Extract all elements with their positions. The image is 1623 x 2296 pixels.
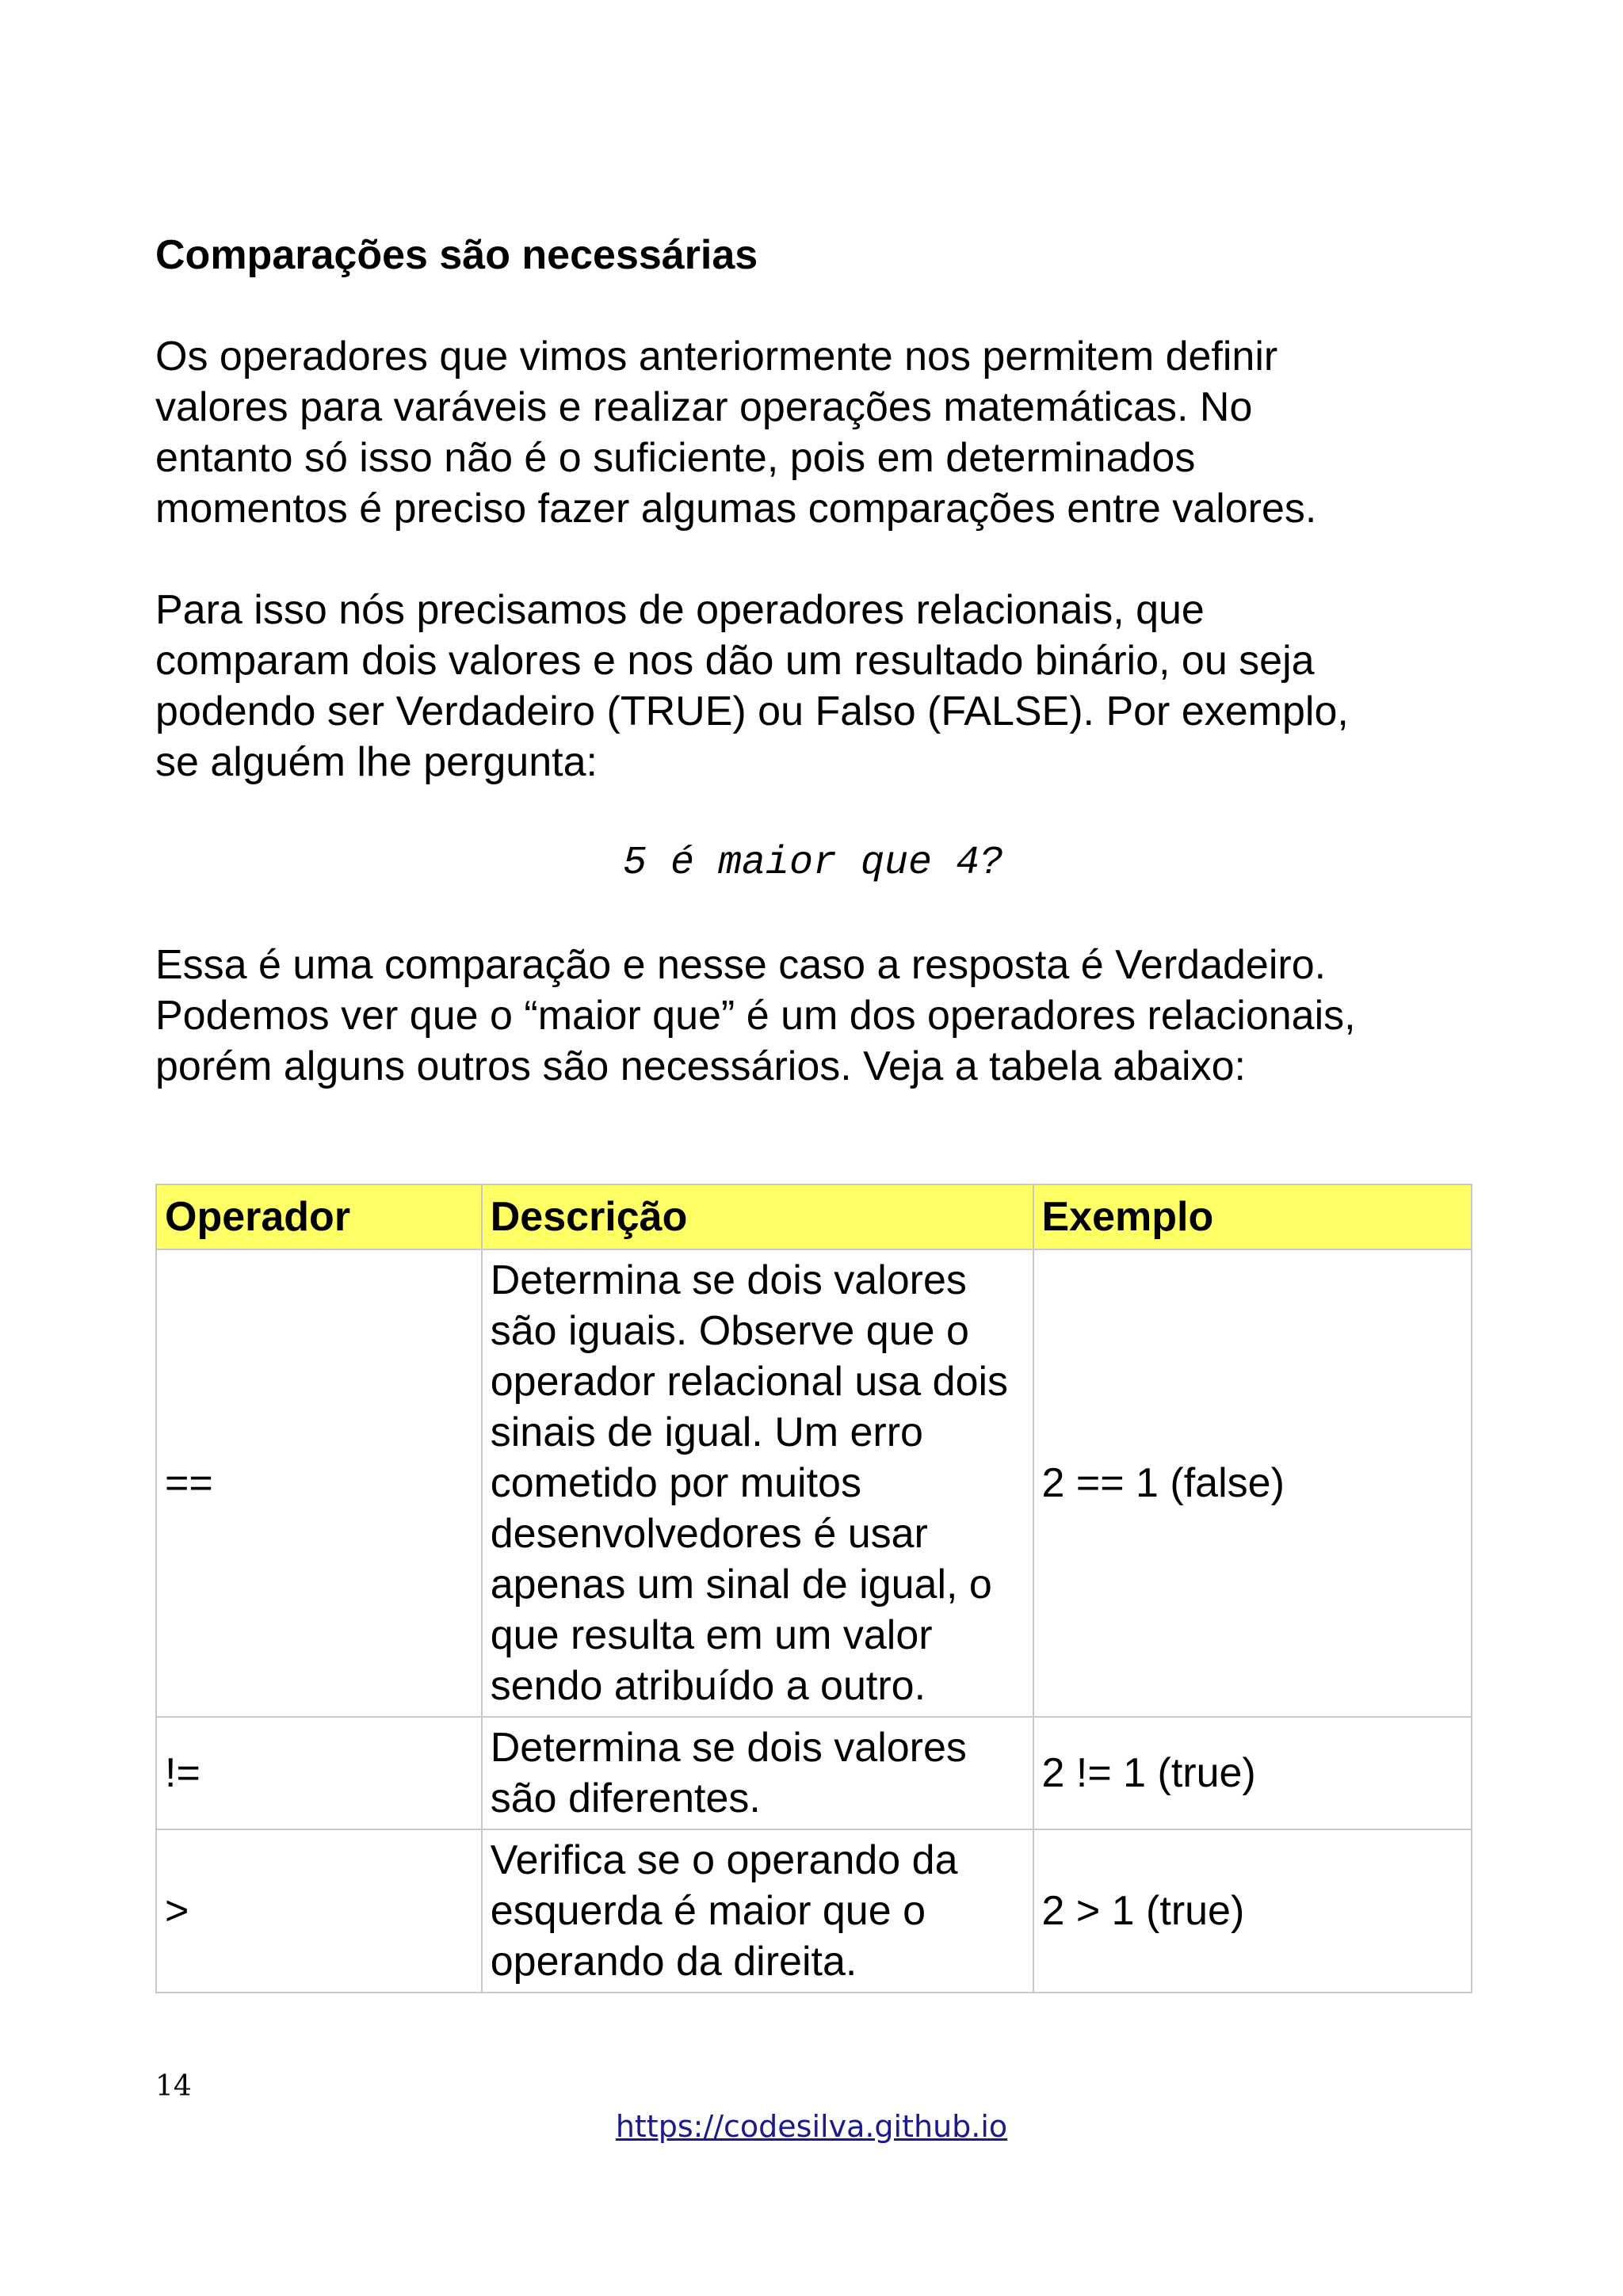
operator-cell: == (156, 1249, 482, 1717)
header-descricao: Descrição (482, 1184, 1033, 1249)
example-cell: 2 == 1 (false) (1033, 1249, 1472, 1717)
paragraph-table-intro: Essa é uma comparação e nesse caso a resposta é Verdadeiro. Podemos ver que o “maior que” é um dos operadores relacionais, porém alguns outros são necessários. Veja a tabela abaixo: (155, 942, 1356, 1089)
paragraph-relational: Para isso nós precisamos de operadores relacionais, que comparam dois valores e nos dão um resultado binário, ou seja podendo ser Verdadeiro (TRUE) ou Falso (FALSE). Por exemplo, se alguém lhe pergunta: (155, 587, 1349, 785)
example-question: 5 é maior que 4? (622, 841, 1004, 886)
description-cell: Determina se dois valores são diferentes. (482, 1717, 1033, 1829)
operator-cell: != (156, 1717, 482, 1829)
description-cell: Verifica se o operando da esquerda é maior que o operando da direita. (482, 1829, 1033, 1993)
example-cell: 2 != 1 (true) (1033, 1717, 1472, 1829)
description-cell: Determina se dois valores são iguais. Observe que o operador relacional usa dois sinais de igual. Um erro cometido por muitos desenvolvedores é usar apenas um sinal de igual, o que resulta em um valor sendo atribuído a outro. (482, 1249, 1033, 1717)
website-link[interactable]: https://codesilva.github.io (615, 2109, 1008, 2144)
example-cell: 2 > 1 (true) (1033, 1829, 1472, 1993)
table-row (156, 1717, 1472, 1829)
page-content (155, 230, 1471, 1092)
paragraph-intro: Os operadores que vimos anteriormente nos permitem definir valores para varáveis e realizar operações matemáticas. No entanto só isso não é o suficiente, pois em determinados momentos é preciso fazer algumas comparações entre valores. (155, 334, 1317, 532)
table-header-row (156, 1184, 1472, 1249)
operators-table (155, 1184, 1472, 1993)
header-exemplo: Exemplo (1033, 1184, 1472, 1249)
operator-cell: > (156, 1829, 482, 1993)
footer (0, 2107, 1623, 2145)
header-operador: Operador (156, 1184, 482, 1249)
table-row (156, 1829, 1472, 1993)
page-number: 14 (155, 2070, 192, 2103)
section-heading: Comparações são necessárias (155, 232, 758, 278)
table-row (156, 1249, 1472, 1717)
